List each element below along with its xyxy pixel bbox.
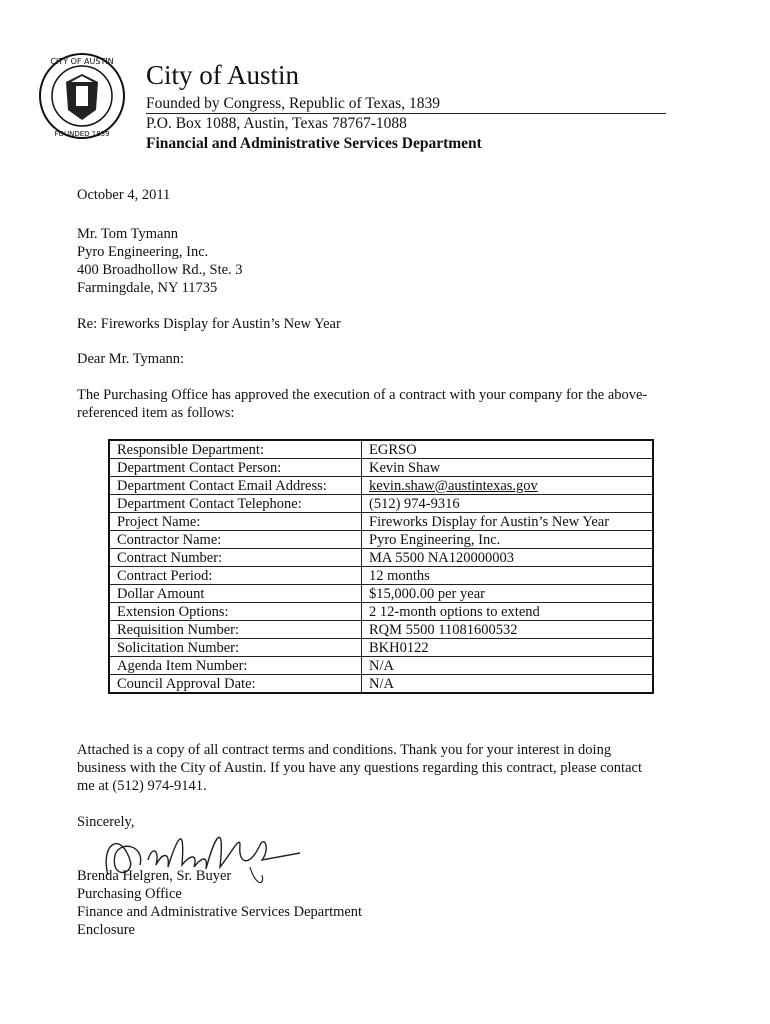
- table-row: [109, 440, 653, 459]
- subject-line: Re: Fireworks Display for Austin’s New Year: [77, 316, 341, 332]
- table-label-cell: Responsible Department:: [109, 440, 362, 459]
- table-value-cell: Kevin Shaw: [362, 459, 654, 477]
- signer-name: Brenda Helgren, Sr. Buyer: [77, 868, 232, 884]
- closing-line-1: Attached is a copy of all contract terms and conditions. Thank you for your interest in doing: [77, 742, 612, 758]
- table-label-cell: Project Name:: [109, 513, 362, 531]
- table-row: [109, 477, 653, 495]
- intro-line-2: referenced item as follows:: [77, 405, 235, 421]
- salutation: Dear Mr. Tymann:: [77, 351, 185, 367]
- letterhead-title: City of Austin: [146, 60, 300, 90]
- signer-office: Purchasing Office: [77, 886, 182, 902]
- city-seal-icon: [38, 52, 126, 140]
- table-value-cell: 12 months: [362, 567, 654, 585]
- table-row: [109, 621, 653, 639]
- table-value-cell: MA 5500 NA120000003: [362, 549, 654, 567]
- table-value-cell: N/A: [362, 657, 654, 675]
- table-label-cell: Contractor Name:: [109, 531, 362, 549]
- table-value-cell: EGRSO: [362, 440, 654, 459]
- table-value-cell: Pyro Engineering, Inc.: [362, 531, 654, 549]
- recipient-city: Farmingdale, NY 11735: [77, 280, 218, 296]
- closing-line-2: business with the City of Austin. If you have any questions regarding this contract, please contact: [77, 760, 642, 776]
- contract-info-table: [108, 439, 654, 694]
- table-row: [109, 639, 653, 657]
- signoff: Sincerely,: [77, 814, 135, 830]
- table-row: [109, 675, 653, 694]
- letterhead-address: P.O. Box 1088, Austin, Texas 78767-1088: [146, 115, 407, 132]
- table-label-cell: Dollar Amount: [109, 585, 362, 603]
- table-label-cell: Department Contact Telephone:: [109, 495, 362, 513]
- table-label-cell: Requisition Number:: [109, 621, 362, 639]
- letterhead-founded: Founded by Congress, Republic of Texas, 1839: [146, 95, 440, 112]
- table-label-cell: Department Contact Email Address:: [109, 477, 362, 495]
- table-label-cell: Council Approval Date:: [109, 675, 362, 694]
- table-label-cell: Contract Period:: [109, 567, 362, 585]
- letterhead-department: Financial and Administrative Services Department: [146, 135, 482, 152]
- table-row: [109, 495, 653, 513]
- table-label-cell: Agenda Item Number:: [109, 657, 362, 675]
- table-row: [109, 513, 653, 531]
- table-label-cell: Department Contact Person:: [109, 459, 362, 477]
- table-row: [109, 657, 653, 675]
- table-value-cell: 2 12-month options to extend: [362, 603, 654, 621]
- table-label-cell: Contract Number:: [109, 549, 362, 567]
- table-value-cell: Fireworks Display for Austin’s New Year: [362, 513, 654, 531]
- table-value-cell: $15,000.00 per year: [362, 585, 654, 603]
- table-row: [109, 567, 653, 585]
- table-label-cell: Extension Options:: [109, 603, 362, 621]
- table-row: [109, 603, 653, 621]
- recipient-street: 400 Broadhollow Rd., Ste. 3: [77, 262, 243, 278]
- table-label-cell: Solicitation Number:: [109, 639, 362, 657]
- table-row: [109, 549, 653, 567]
- contact-email-link[interactable]: kevin.shaw@austintexas.gov: [362, 477, 654, 495]
- table-row: [109, 531, 653, 549]
- intro-line-1: The Purchasing Office has approved the execution of a contract with your company for the above-: [77, 387, 648, 403]
- table-value-cell: BKH0122: [362, 639, 654, 657]
- recipient-company: Pyro Engineering, Inc.: [77, 244, 209, 260]
- table-row: [109, 459, 653, 477]
- table-row: [109, 585, 653, 603]
- table-value-cell: RQM 5500 11081600532: [362, 621, 654, 639]
- closing-line-3: me at (512) 974-9141.: [77, 778, 207, 794]
- recipient-name: Mr. Tom Tymann: [77, 226, 178, 242]
- svg-text:FOUNDED 1839: FOUNDED 1839: [54, 130, 110, 138]
- enclosure-note: Enclosure: [77, 922, 135, 938]
- svg-text:CITY OF AUSTIN: CITY OF AUSTIN: [50, 57, 114, 66]
- signer-department: Finance and Administrative Services Department: [77, 904, 363, 920]
- table-value-cell: N/A: [362, 675, 654, 694]
- letter-date: October 4, 2011: [77, 187, 171, 203]
- table-value-cell: (512) 974-9316: [362, 495, 654, 513]
